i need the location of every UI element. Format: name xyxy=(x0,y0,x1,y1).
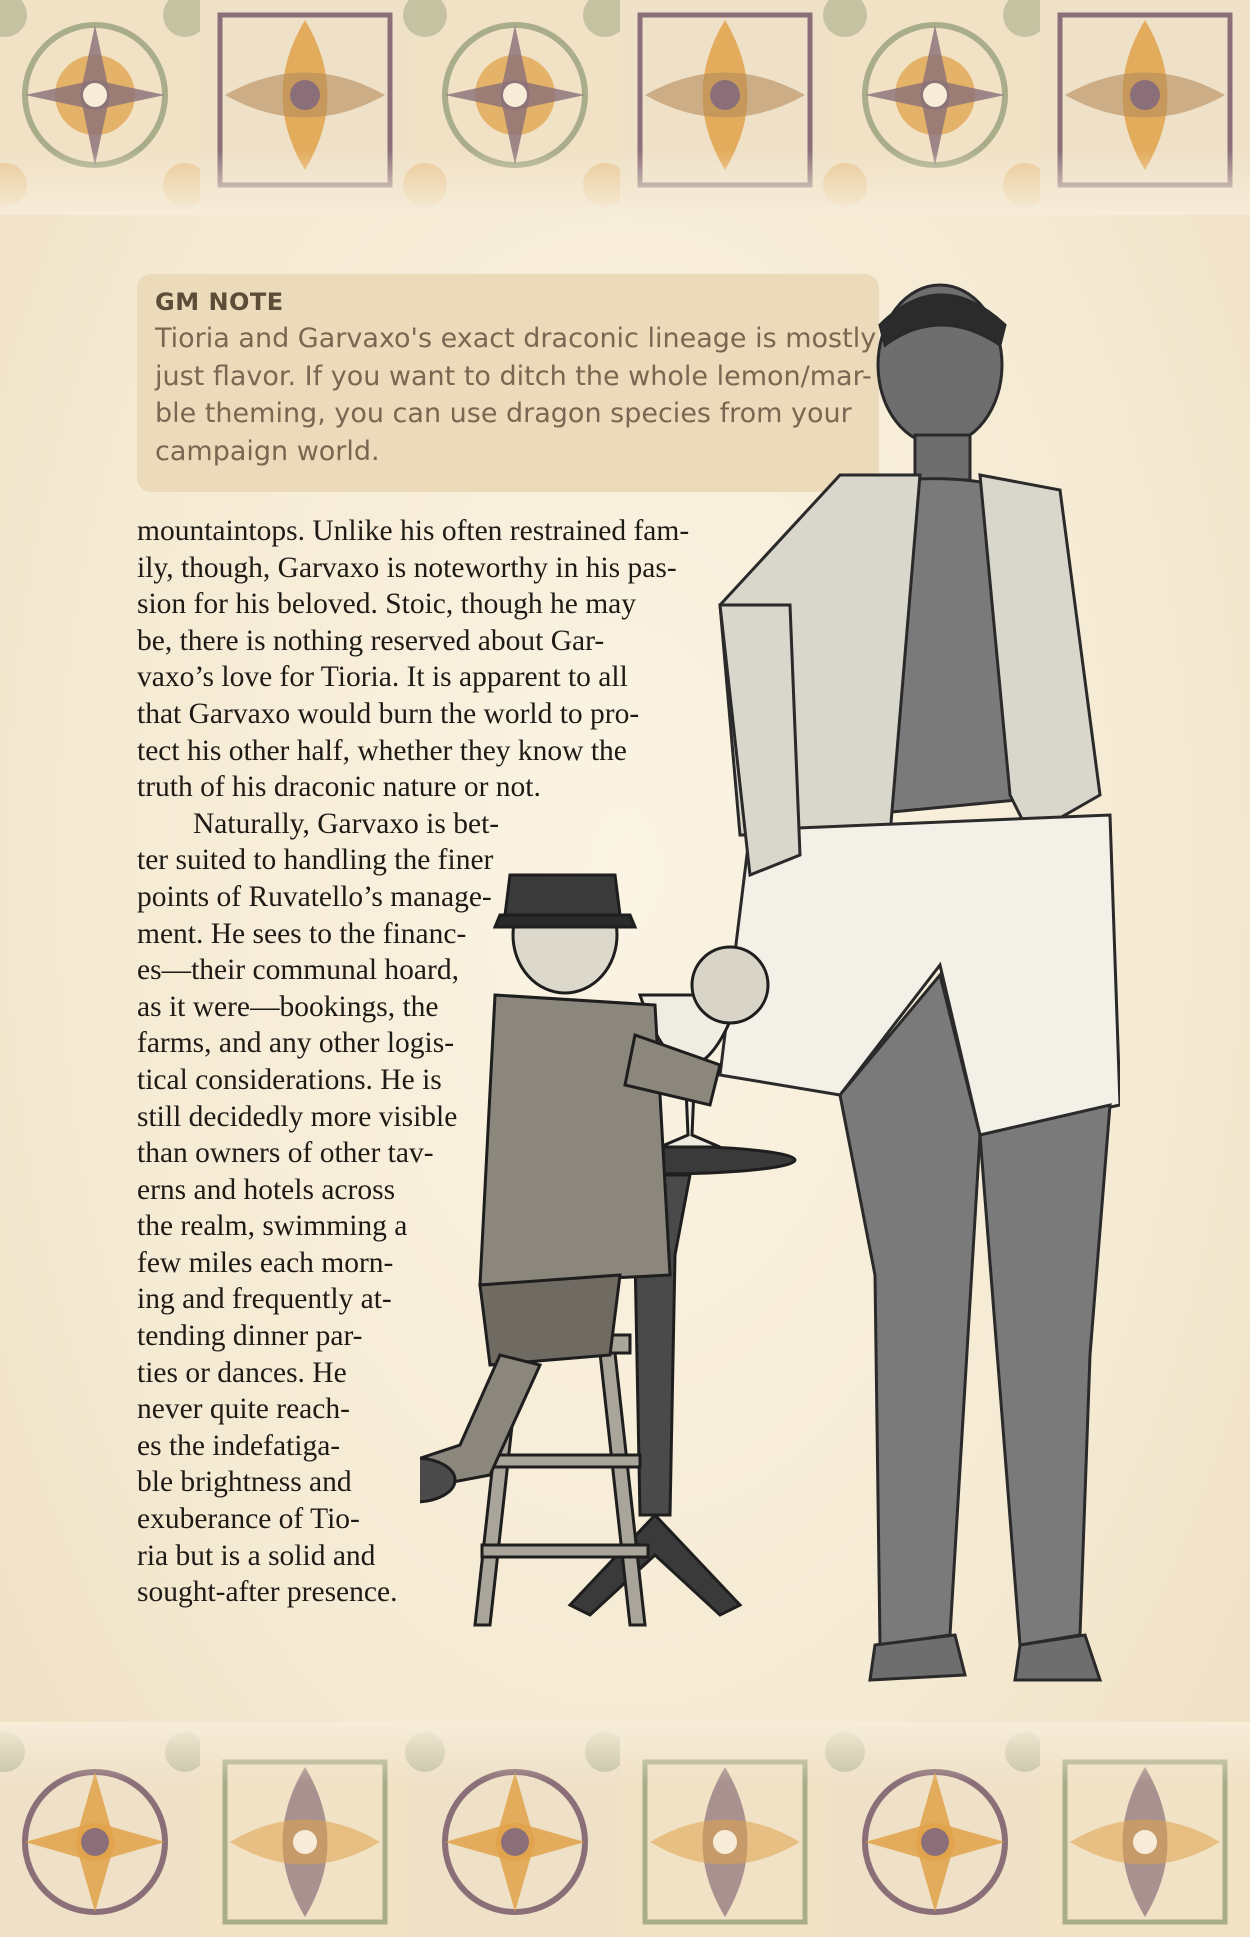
paragraph-line: than owners of other tav- xyxy=(137,1137,434,1170)
gm-note-title: GM NOTE xyxy=(155,288,284,316)
paragraph-line: ter suited to handling the finer xyxy=(137,844,494,877)
decorative-tile-border-top xyxy=(0,0,1250,215)
paragraph-line: tending dinner par- xyxy=(137,1320,363,1353)
paragraph-line: tical considerations. He is xyxy=(137,1063,442,1096)
paragraph-line: as it were—bookings, the xyxy=(137,990,439,1023)
paragraph-line: ties or dances. He xyxy=(137,1356,347,1389)
paragraph-line: points of Ruvatello’s manage- xyxy=(137,880,492,913)
paragraph-line: still decidedly more visible xyxy=(137,1100,458,1133)
paragraph-line: es—their communal hoard, xyxy=(137,954,459,987)
paragraph-line: vaxo’s love for Tioria. It is apparent to all xyxy=(137,661,628,694)
decorative-tile-border-bottom xyxy=(0,1722,1250,1937)
paragraph-line: ria but is a solid and xyxy=(137,1539,376,1572)
paragraph-line: the realm, swimming a xyxy=(137,1210,408,1243)
paragraph-line: farms, and any other logis- xyxy=(137,1027,455,1060)
body-text-column xyxy=(137,513,797,1611)
gm-note-line: ble theming, you can use dragon species from your xyxy=(155,398,852,429)
gm-note-line: Tioria and Garvaxo's exact draconic lineage is mostly xyxy=(155,323,877,354)
paragraph-line: mountaintops. Unlike his often restrained fam- xyxy=(137,515,690,547)
paragraph-line: few miles each morn- xyxy=(137,1246,394,1279)
paragraph-line: exuberance of Tio- xyxy=(137,1503,360,1536)
paragraph-line: ment. He sees to the financ- xyxy=(137,917,467,950)
paragraph-line: tect his other half, whether they know the xyxy=(137,734,627,767)
gm-note-line: campaign world. xyxy=(155,435,380,467)
tile-pattern-icon xyxy=(0,0,1250,215)
paragraph-line: sought-after presence. xyxy=(137,1576,398,1609)
paragraph-line: es the indefatiga- xyxy=(137,1429,341,1462)
paragraph-line: sion for his beloved. Stoic, though he may xyxy=(137,588,636,621)
paragraph-line: erns and hotels across xyxy=(137,1173,396,1206)
gm-note-line: just flavor. If you want to ditch the whole lemon/mar- xyxy=(155,360,872,392)
paragraph-line: be, there is nothing reserved about Gar- xyxy=(137,624,605,657)
tile-pattern-icon xyxy=(0,1722,1250,1937)
paragraph-line: never quite reach- xyxy=(137,1393,350,1426)
paragraph-line: truth of his draconic nature or not. xyxy=(137,771,541,804)
paragraph-line: Naturally, Garvaxo is bet- xyxy=(193,807,500,840)
paragraph-line: ing and frequently at- xyxy=(137,1283,392,1316)
paragraph-line: ily, though, Garvaxo is noteworthy in his pas- xyxy=(137,551,677,584)
paragraph-line: ble brightness and xyxy=(137,1466,352,1499)
paragraph-line: that Garvaxo would burn the world to pro- xyxy=(137,697,640,730)
